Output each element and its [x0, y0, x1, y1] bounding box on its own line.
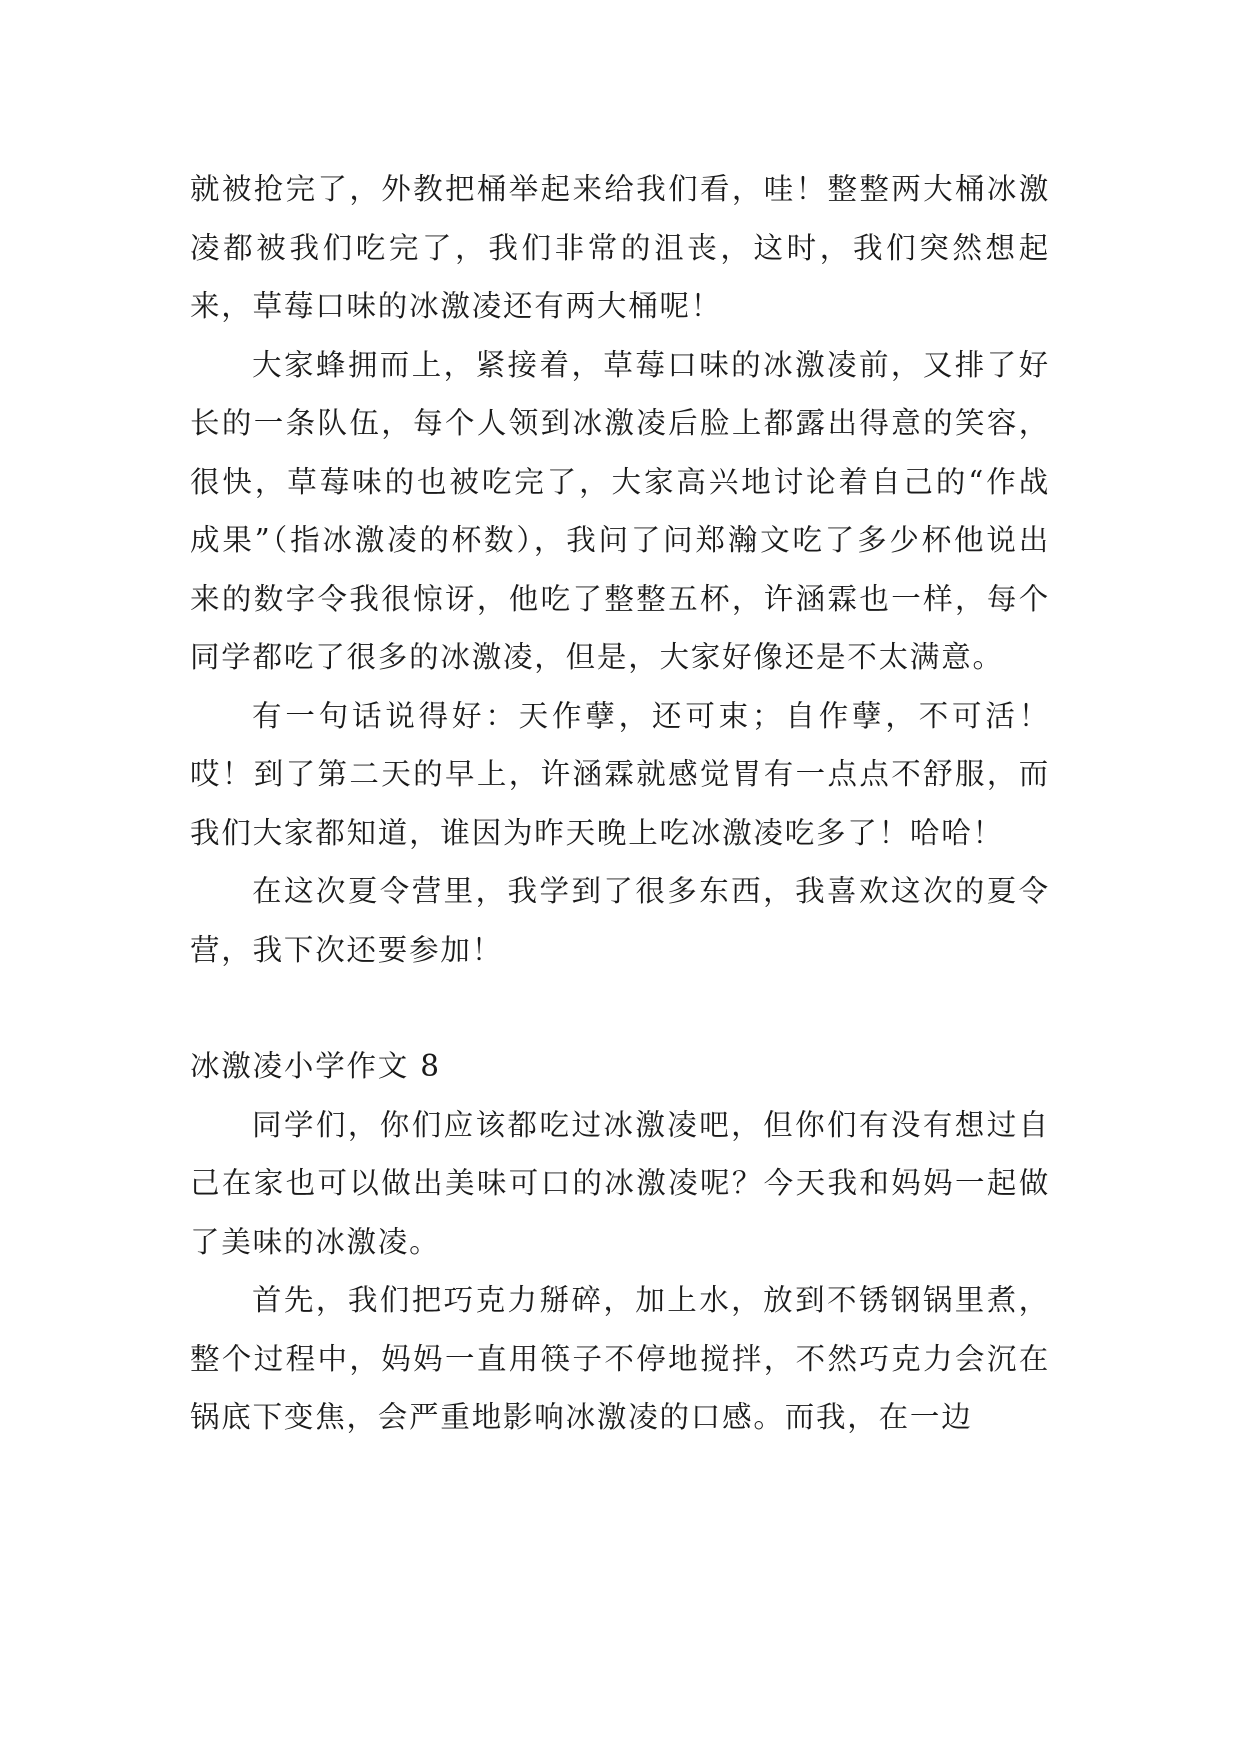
paragraph: 同学们，你们应该都吃过冰激凌吧，但你们有没有想过自己在家也可以做出美味可口的冰激凌呢？今天我和妈妈一起做了美味的冰激凌。: [190, 1107, 1050, 1259]
paragraph: 在这次夏令营里，我学到了很多东西，我喜欢这次的夏令营，我下次还要参加！: [190, 874, 1050, 967]
section-title: 冰激凌小学作文 8: [190, 1049, 441, 1083]
paragraph: 有一句话说得好：天作孽，还可束；自作孽，不可活！哎！到了第二天的早上，许涵霖就感觉胃有一点点不舒服，而我们大家都知道，谁因为昨天晚上吃冰激凌吃多了！哈哈！: [190, 698, 1050, 850]
paragraph: 就被抢完了，外教把桶举起来给我们看，哇！整整两大桶冰激凌都被我们吃完了，我们非常的沮丧，这时，我们突然想起来，草莓口味的冰激凌还有两大桶呢！: [190, 172, 1050, 323]
paragraph: 首先，我们把巧克力掰碎，加上水，放到不锈钢锅里煮，整个过程中，妈妈一直用筷子不停地搅拌，不然巧克力会沉在锅底下变焦，会严重地影响冰激凌的口感。而我，在一边: [190, 1283, 1050, 1434]
document-body: [190, 160, 1050, 1447]
paragraph: 大家蜂拥而上，紧接着，草莓口味的冰激凌前，又排了好长的一条队伍，每个人领到冰激凌后脸上都露出得意的笑容，很快，草莓味的也被吃完了，大家高兴地讨论着自己的“作战成果”（指冰激凌的杯数），我问了问郑瀚文吃了多少杯他说出来的数字令我很惊讶，他吃了整整五杯，许涵霖也一样，每个同学都吃了很多的冰激凌，但是，大家好像还是不太满意。: [190, 347, 1050, 674]
